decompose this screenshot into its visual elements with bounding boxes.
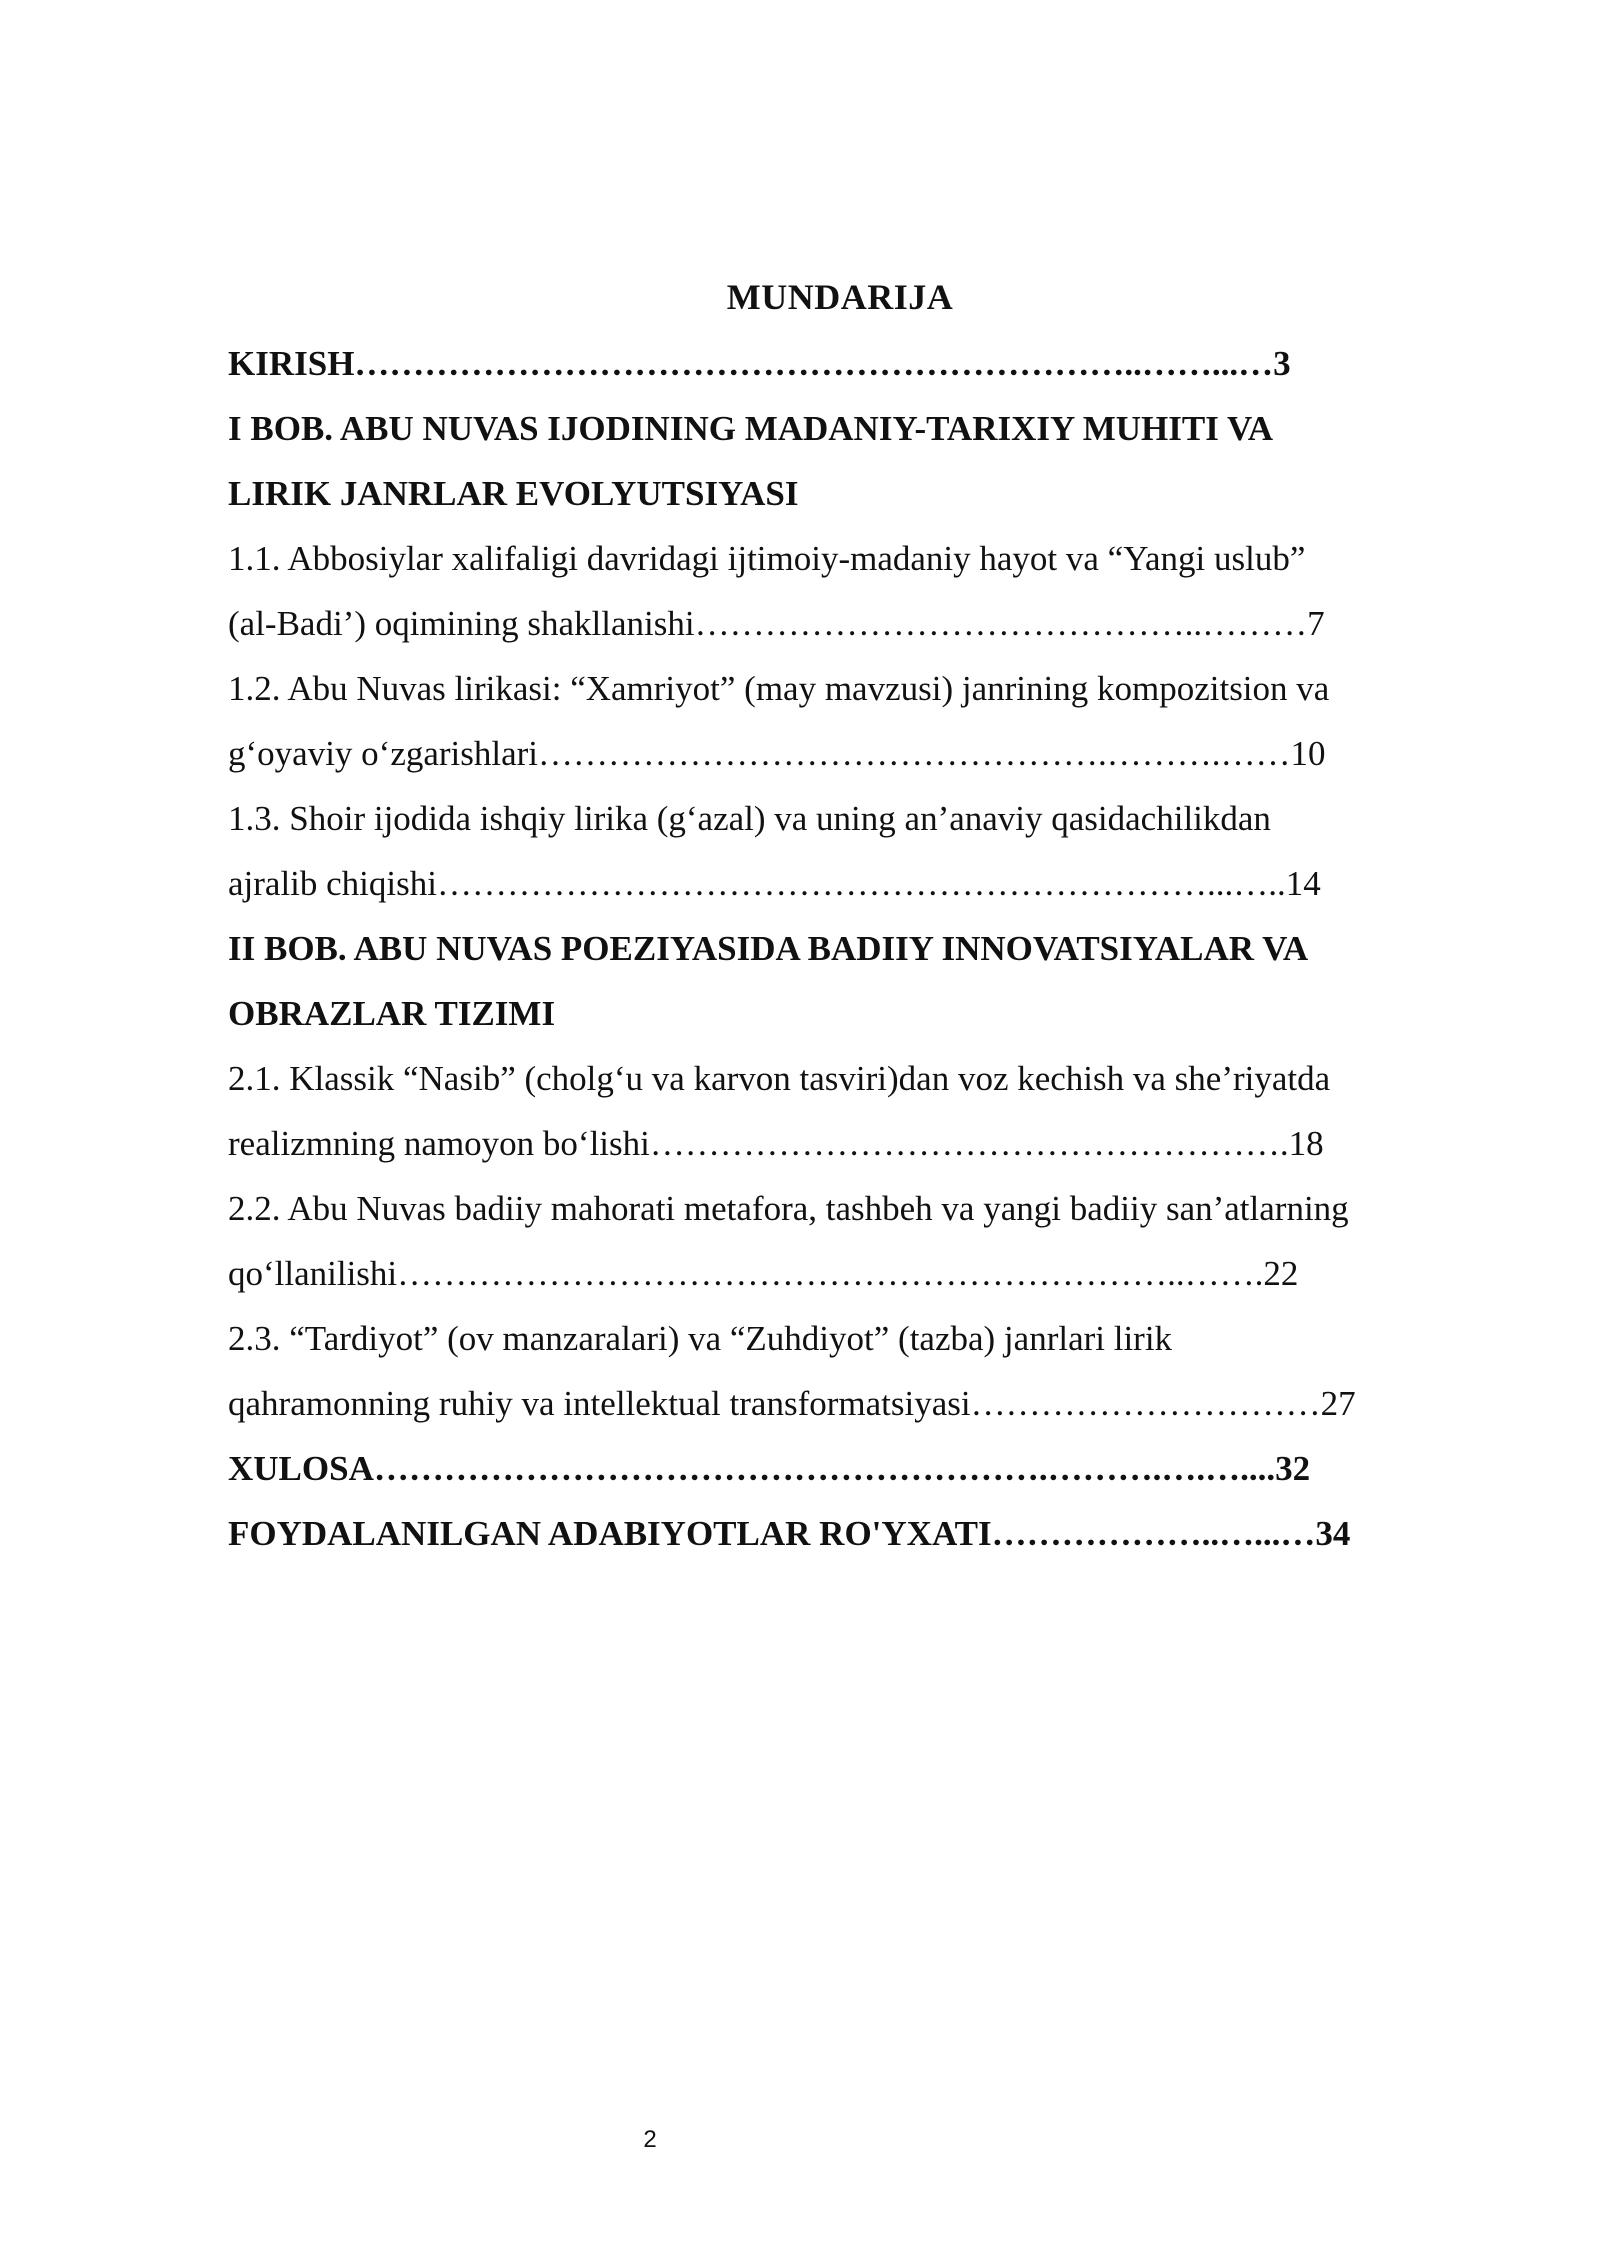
toc-line: LIRIK JANRLAR EVOLYUTSIYASI bbox=[228, 474, 799, 513]
toc-line: qahramonning ruhiy va intellektual transformatsiyasi…………………………27 bbox=[228, 1384, 1356, 1423]
toc-line: FOYDALANILGAN ADABIYOTLAR RO'YXATI………………..…...…34 bbox=[228, 1514, 1351, 1553]
toc-line: OBRAZLAR TIZIMI bbox=[228, 994, 556, 1033]
toc-line: 2.3. “Tardiyot” (ov manzaralari) va “Zuhdiyot” (tazba) janrlari lirik bbox=[228, 1319, 1173, 1358]
toc-line: I BOB. ABU NUVAS IJODINING MADANIY-TARIXIY MUHITI VA bbox=[228, 409, 1273, 448]
toc-line: 1.3. Shoir ijodida ishqiy lirika (g‘azal) va uning an’anaviy qasidachilikdan bbox=[228, 799, 1271, 838]
toc-line: g‘oyaviy o‘zgarishlari………………………………………….……….……10 bbox=[228, 734, 1326, 773]
toc-line: qo‘llanilishi…………………………………………………………..…….22 bbox=[228, 1254, 1299, 1293]
page-number: 2 bbox=[643, 2126, 657, 2153]
toc-line: 1.2. Abu Nuvas lirikasi: “Xamriyot” (may mavzusi) janrining kompozitsion va bbox=[228, 669, 1330, 708]
table-of-contents bbox=[228, 331, 1450, 1566]
toc-line: 1.1. Abbosiylar xalifaligi davridagi ijtimoiy-madaniy hayot va “Yangi uslub” bbox=[228, 539, 1306, 578]
toc-line: (al-Badi’) oqimining shakllanishi……………………………………..………7 bbox=[228, 604, 1325, 643]
toc-line: realizmning namoyon bo‘lishi……………………………………………….18 bbox=[228, 1124, 1324, 1163]
toc-line: KIRISH…………………………………………………………..……...…3 bbox=[228, 344, 1291, 383]
toc-line: ajralib chiqishi…………………………………………………………...…..14 bbox=[228, 864, 1321, 903]
page-title: MUNDARIJA bbox=[726, 277, 954, 317]
toc-line: XULOSA………………………………………………….……….….…....32 bbox=[228, 1449, 1311, 1488]
toc-line: 2.1. Klassik “Nasib” (cholg‘u va karvon tasviri)dan voz kechish va she’riyatda bbox=[228, 1059, 1331, 1098]
toc-line: 2.2. Abu Nuvas badiiy mahorati metafora, tashbeh va yangi badiiy san’atlarning bbox=[228, 1189, 1349, 1228]
toc-line: II BOB. ABU NUVAS POEZIYASIDA BADIIY INNOVATSIYALAR VA bbox=[228, 929, 1309, 968]
